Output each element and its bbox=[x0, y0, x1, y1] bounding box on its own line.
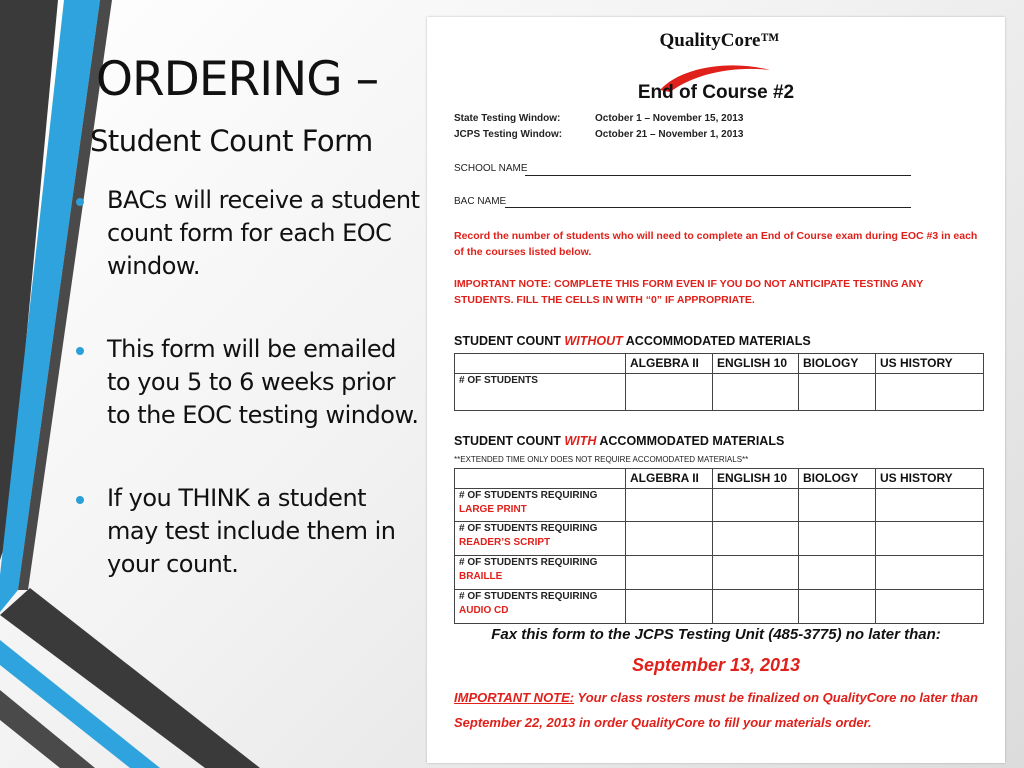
table-row bbox=[455, 374, 984, 411]
bullet-list bbox=[76, 184, 421, 581]
column-header: BIOLOGY bbox=[799, 354, 876, 374]
student-count-form-image bbox=[427, 17, 1005, 763]
section-without-heading: STUDENT COUNT WITHOUT ACCOMMODATED MATERIALS bbox=[454, 334, 811, 348]
table-row bbox=[455, 590, 984, 624]
bullet-dot-icon bbox=[76, 347, 84, 355]
bullet-item bbox=[76, 333, 421, 432]
count-cell[interactable] bbox=[713, 590, 799, 624]
row-label: # OF STUDENTS REQUIRING AUDIO CD bbox=[455, 590, 626, 624]
column-header: ALGEBRA II bbox=[626, 469, 713, 489]
slide-subtitle: Student Count Form bbox=[90, 124, 373, 158]
state-window-label: State Testing Window: bbox=[454, 113, 561, 124]
without-materials-table bbox=[454, 353, 984, 411]
slide-title: ORDERING – bbox=[96, 52, 379, 107]
column-header: US HISTORY bbox=[876, 354, 984, 374]
row-label: # OF STUDENTS REQUIRING LARGE PRINT bbox=[455, 489, 626, 522]
bullet-item bbox=[76, 184, 421, 283]
bullet-dot-icon bbox=[76, 198, 84, 206]
table-row bbox=[455, 489, 984, 522]
count-cell[interactable] bbox=[876, 522, 984, 556]
section-with-note: **EXTENDED TIME ONLY DOES NOT REQUIRE ACCOMODATED MATERIALS** bbox=[454, 455, 749, 464]
important-note-1: IMPORTANT NOTE: COMPLETE THIS FORM EVEN IF YOU DO NOT ANTICIPATE TESTING ANY STUDENTS. FILL THE CELLS IN WITH “0” IF APPROPRIATE. bbox=[454, 278, 924, 306]
count-cell[interactable] bbox=[713, 489, 799, 522]
column-header: ENGLISH 10 bbox=[713, 354, 799, 374]
count-cell[interactable] bbox=[876, 374, 984, 411]
deadline-date: September 13, 2013 bbox=[631, 655, 801, 675]
bullet-text: If you THINK a student may test include them in your count. bbox=[107, 484, 396, 578]
column-header: ENGLISH 10 bbox=[713, 469, 799, 489]
count-cell[interactable] bbox=[713, 374, 799, 411]
jcps-window-value: October 21 – November 1, 2013 bbox=[595, 129, 744, 140]
row-label: # OF STUDENTS REQUIRING BRAILLE bbox=[455, 556, 626, 590]
logo-text: QualityCore™ bbox=[659, 30, 780, 51]
state-window-value: October 1 – November 15, 2013 bbox=[595, 113, 744, 124]
column-header: BIOLOGY bbox=[799, 469, 876, 489]
important-note-2: IMPORTANT NOTE: Your class rosters must be finalized on QualityCore no later than September 22, 2013 in order QualityCore to fill your materials order. bbox=[454, 690, 978, 730]
bullet-text: This form will be emailed to you 5 to 6 weeks prior to the EOC testing window. bbox=[107, 335, 419, 429]
fax-instruction: Fax this form to the JCPS Testing Unit (485-3775) no later than: bbox=[491, 626, 941, 643]
count-cell[interactable] bbox=[626, 374, 713, 411]
school-name-label: SCHOOL NAME bbox=[454, 163, 528, 174]
section-with-heading: STUDENT COUNT WITH ACCOMMODATED MATERIALS bbox=[454, 434, 785, 448]
count-cell[interactable] bbox=[626, 522, 713, 556]
qualitycore-logo bbox=[652, 30, 787, 90]
count-cell[interactable] bbox=[876, 556, 984, 590]
bullet-dot-icon bbox=[76, 496, 84, 504]
bac-name-label: BAC NAME bbox=[454, 196, 507, 207]
count-cell[interactable] bbox=[626, 556, 713, 590]
count-cell[interactable] bbox=[799, 489, 876, 522]
count-cell[interactable] bbox=[876, 590, 984, 624]
count-cell[interactable] bbox=[799, 374, 876, 411]
with-materials-table bbox=[454, 468, 984, 624]
count-cell[interactable] bbox=[713, 522, 799, 556]
bullet-text: BACs will receive a student count form for each EOC window. bbox=[107, 186, 420, 280]
table-header-row bbox=[455, 469, 984, 489]
school-name-line[interactable] bbox=[525, 175, 911, 176]
count-cell[interactable] bbox=[626, 590, 713, 624]
count-cell[interactable] bbox=[713, 556, 799, 590]
count-cell[interactable] bbox=[799, 556, 876, 590]
table-header-row bbox=[455, 354, 984, 374]
instruction-text: Record the number of students who will need to complete an End of Course exam during EOC #3 in each of the courses listed below. bbox=[454, 230, 978, 258]
column-header: US HISTORY bbox=[876, 469, 984, 489]
bac-name-line[interactable] bbox=[505, 207, 911, 208]
column-header: ALGEBRA II bbox=[626, 354, 713, 374]
count-cell[interactable] bbox=[799, 590, 876, 624]
count-cell[interactable] bbox=[626, 489, 713, 522]
bullet-item bbox=[76, 482, 421, 581]
count-cell[interactable] bbox=[799, 522, 876, 556]
form-title: End of Course #2 bbox=[637, 82, 795, 103]
table-row bbox=[455, 556, 984, 590]
row-label: # OF STUDENTS REQUIRING READER’S SCRIPT bbox=[455, 522, 626, 556]
table-row bbox=[455, 522, 984, 556]
row-label: # OF STUDENTS bbox=[455, 374, 626, 411]
jcps-window-label: JCPS Testing Window: bbox=[454, 129, 563, 140]
count-cell[interactable] bbox=[876, 489, 984, 522]
